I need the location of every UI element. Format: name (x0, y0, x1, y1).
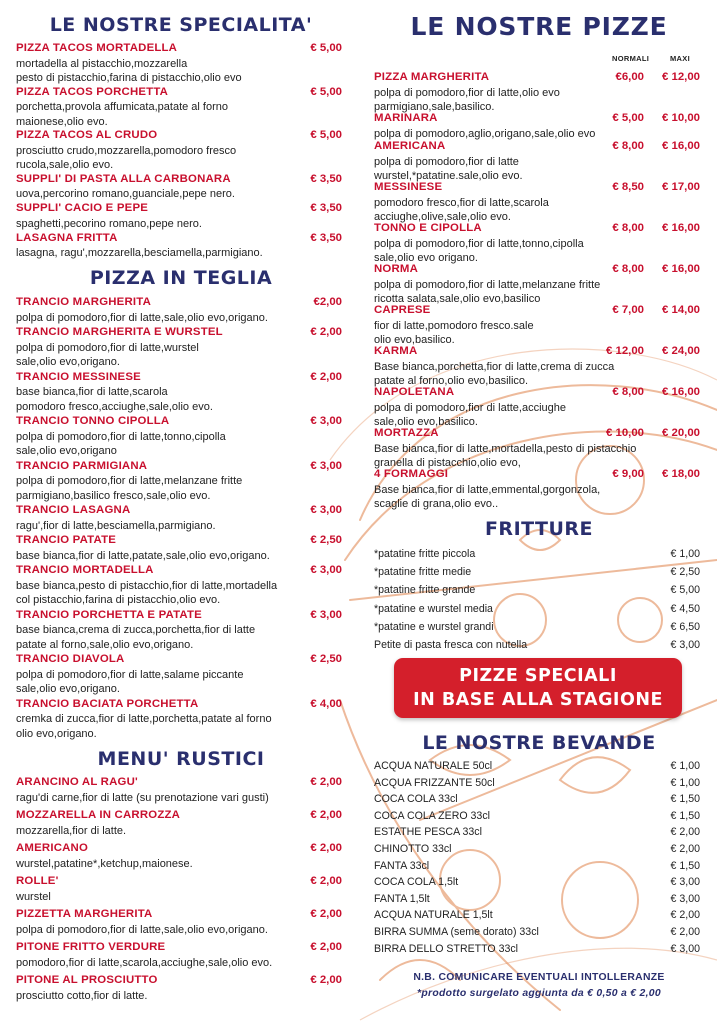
price-maxi: € 16,00 (661, 140, 700, 152)
list-row (374, 843, 704, 859)
item-name: TRANCIO MARGHERITA (16, 296, 152, 308)
item-description: base bianca,pesto di pistacchio,fior di latte,mortadella col pistacchio,farina di pistacchio,olio evo. (16, 579, 278, 607)
list-row (374, 584, 704, 600)
list-row (374, 860, 704, 876)
price-maxi: € 12,00 (661, 71, 700, 83)
item-description: lasagna, ragu',mozzarella,besciamella,parmigiano. (16, 247, 263, 259)
item-price: € 3,00 (310, 415, 342, 427)
price-maxi: € 16,00 (661, 222, 700, 234)
list-row (374, 777, 704, 793)
price-maxi: € 16,00 (661, 386, 700, 398)
item-name: TONNO E CIPOLLA (374, 222, 482, 234)
item-description: polpa di pomodoro,fior di latte,wurstel sale,olio evo,origano. (16, 341, 199, 369)
item-name: NORMA (374, 263, 419, 275)
row-price: € 2,00 (670, 826, 700, 839)
pizze-title: LE NOSTRE PIZZE (410, 12, 668, 41)
item-description: fior di latte,pomodoro fresco.sale olio evo,basilico. (374, 319, 534, 347)
price-maxi: € 24,00 (661, 345, 700, 357)
row-label: ACQUA FRIZZANTE 50cl (374, 776, 495, 789)
row-price: € 1,00 (670, 760, 700, 772)
price-normali: € 10,00 (605, 427, 644, 439)
price-maxi: € 14,00 (661, 304, 700, 316)
row-label: *patatine e wurstel media (374, 602, 493, 615)
row-label: *patatine e wurstel grandi (374, 620, 494, 633)
list-row (374, 909, 704, 925)
list-row (374, 893, 704, 909)
item-name: TRANCIO MARGHERITA E WURSTEL (16, 326, 223, 338)
item-price: € 2,50 (310, 653, 342, 665)
row-price: € 1,00 (670, 776, 700, 789)
item-description: base bianca,crema di zucca,porchetta,fior di latte patate al forno,sale,olio evo,origano. (16, 624, 256, 651)
item-name: PIZZA MARGHERITA (374, 71, 490, 83)
row-price: € 1,50 (670, 809, 700, 822)
item-description: ragu'di carne,fior di latte (su prenotazione vari gusti) (16, 791, 269, 804)
item-price: € 2,00 (310, 370, 342, 383)
item-price: € 2,00 (310, 974, 342, 986)
item-description: prosciutto cotto,fior di latte. (16, 989, 148, 1002)
price-normali: € 5,00 (612, 112, 644, 124)
row-price: € 1,50 (670, 859, 700, 872)
teglia-title: PIZZA IN TEGLIA (89, 267, 273, 289)
item-description: polpa di pomodoro,fior di latte,melanzane fritte parmigiano,basilico fresco,sale,olio evo. (16, 475, 243, 502)
bevande-title: LE NOSTRE BEVANDE (422, 732, 656, 754)
item-name: TRANCIO BACIATA PORCHETTA (16, 697, 199, 710)
price-normali: € 8,00 (612, 140, 644, 152)
item-description: polpa di pomodoro,fior di latte wurstel,*patatine.sale,olio evo. (374, 155, 523, 183)
item-description: polpa di pomodoro,aglio,origano,sale,olio evo (374, 127, 596, 140)
item-description: wurstel (16, 890, 51, 903)
list-row (374, 826, 704, 842)
item-price: € 5,00 (310, 85, 342, 98)
item-name: KARMA (374, 345, 418, 357)
row-price: € 2,50 (670, 566, 700, 579)
price-normali: € 8,50 (612, 181, 644, 193)
frozen-note: *prodotto surgelato aggiunta da € 0,50 a € 2,00 (417, 988, 661, 999)
list-row (374, 926, 704, 942)
row-price: € 3,00 (670, 876, 700, 889)
fritture-title: FRITTURE (484, 518, 594, 540)
item-name: MARINARA (374, 112, 438, 124)
item-description: base bianca,fior di latte,scarola pomodoro fresco,acciughe,sale,olio evo. (16, 386, 213, 413)
item-description: polpa di pomodoro,fior di latte,melanzane fritte ricotta salata,sale,olio evo,basilico (374, 278, 601, 306)
row-price: € 5,00 (670, 584, 700, 597)
item-description: polpa di pomodoro,fior di latte,olio evo parmigiano,sale,basilico. (374, 86, 560, 114)
row-label: COCA COLA 33cl (374, 793, 458, 806)
item-description: polpa di pomodoro,fior di latte,acciughe sale,olio evo,basilico. (374, 401, 567, 429)
item-name: LASAGNA FRITTA (16, 231, 118, 244)
row-label: *patatine fritte piccola (374, 548, 476, 560)
row-label: BIRRA DELLO STRETTO 33cl (374, 942, 519, 955)
item-description: Base bianca,fior di latte,mortadella,pesto di pistacchio granella di pistacchio,olio evo, (374, 442, 637, 470)
price-normali: € 9,00 (612, 468, 644, 480)
item-description: pomodoro fresco,fior di latte,scarola acciughe,olive,sale,olio evo. (374, 196, 549, 224)
item-name: AMERICANA (374, 140, 446, 152)
price-maxi: € 16,00 (661, 263, 700, 275)
item-name: PIZZA TACOS PORCHETTA (16, 85, 169, 98)
item-price: € 3,50 (310, 172, 342, 185)
item-name: CAPRESE (374, 304, 431, 316)
price-normali: € 8,00 (612, 222, 644, 234)
item-price: € 3,00 (310, 459, 342, 472)
row-price: € 2,00 (670, 843, 700, 855)
seasonal-banner (394, 658, 682, 718)
normali-header: NORMALI (612, 54, 650, 63)
row-label: COCA COLA 1,5lt (374, 876, 459, 889)
item-price: € 3,00 (310, 608, 342, 621)
item-price: € 4,00 (310, 697, 342, 710)
item-price: € 2,00 (310, 326, 342, 338)
item-price: € 3,50 (310, 202, 342, 214)
item-description: polpa di pomodoro,fior di latte,tonno,cipolla sale,olio evo,origano (16, 430, 226, 458)
item-description: polpa di pomodoro,fior di latte,salame piccante sale,olio evo,origano. (16, 668, 244, 696)
row-price: € 3,00 (670, 942, 700, 955)
item-name: NAPOLETANA (374, 386, 455, 398)
item-name: PIZZETTA MARGHERITA (16, 908, 153, 920)
item-price: € 2,00 (310, 809, 342, 821)
item-description: Base bianca,porchetta,fior di latte,crema di zucca patate al forno,olio evo,basilico. (374, 360, 615, 388)
item-name: MOZZARELLA IN CARROZZA (16, 809, 181, 821)
item-name: PITONE AL PROSCIUTTO (16, 974, 158, 986)
item-price: € 3,00 (310, 504, 342, 516)
intolerance-note: N.B. COMUNICARE EVENTUALI INTOLLERANZE (413, 972, 665, 983)
item-price: € 2,00 (310, 941, 342, 953)
item-name: TRANCIO PARMIGIANA (16, 459, 148, 472)
item-name: TRANCIO PORCHETTA E PATATE (16, 608, 202, 621)
item-description: uova,percorino romano,guanciale,pepe nero. (16, 188, 235, 200)
row-price: € 4,50 (670, 602, 700, 615)
item-price: € 2,50 (310, 534, 342, 546)
item-name: TRANCIO DIAVOLA (16, 653, 125, 665)
banner-line-1: PIZZE SPECIALI (459, 666, 617, 686)
list-row (374, 621, 704, 637)
item-price: € 2,00 (310, 908, 342, 920)
item-price: €2,00 (313, 296, 342, 308)
item-price: € 2,00 (310, 842, 342, 854)
item-name: SUPPLI' DI PASTA ALLA CARBONARA (16, 172, 231, 185)
row-label: FANTA 33cl (374, 859, 430, 872)
item-description: ragu',fior di latte,besciamella,parmigiano. (16, 519, 216, 532)
row-price: € 6,50 (670, 620, 700, 633)
price-maxi: € 20,00 (661, 427, 700, 439)
row-price: € 3,00 (670, 892, 700, 905)
list-row (374, 639, 704, 655)
price-maxi: € 18,00 (661, 468, 700, 480)
item-description: cremka di zucca,fior di latte,porchetta,patate al forno olio evo,origano. (16, 713, 272, 740)
row-label: FANTA 1,5lt (374, 892, 430, 905)
list-row (374, 566, 704, 582)
item-name: PIZZA TACOS AL CRUDO (16, 129, 158, 141)
price-normali: € 8,00 (612, 263, 644, 275)
item-price: € 2,00 (310, 875, 342, 887)
item-name: TRANCIO PATATE (16, 534, 117, 546)
item-name: PITONE FRITTO VERDURE (16, 941, 166, 953)
item-price: € 5,00 (310, 42, 342, 54)
item-name: AMERICANO (16, 842, 89, 854)
item-description: mortadella al pistacchio,mozzarella pesto di pistacchio,farina di pistacchio,olio evo (16, 57, 242, 85)
item-description: prosciutto crudo,mozzarella,pomodoro fresco rucola,sale,olio evo. (16, 144, 237, 172)
row-label: *patatine fritte grande (374, 584, 476, 597)
rustici-title: MENU' RUSTICI (97, 748, 265, 770)
price-normali: € 7,00 (612, 304, 644, 316)
item-description: mozzarella,fior di latte. (16, 824, 127, 837)
item-description: pomodoro,fior di latte,scarola,acciughe,sale,olio evo. (16, 956, 273, 969)
item-name: 4 FORMAGGI (374, 468, 449, 480)
price-normali: €6,00 (615, 71, 644, 83)
list-row (374, 793, 704, 809)
item-price: € 3,50 (310, 231, 342, 244)
row-price: € 2,00 (670, 909, 700, 922)
item-price: € 2,00 (310, 776, 342, 788)
item-description: base bianca,fior di latte,patate,sale,olio evo,origano. (16, 549, 270, 562)
item-name: TRANCIO MORTADELLA (16, 564, 154, 576)
item-price: € 3,00 (310, 564, 342, 576)
price-maxi: € 17,00 (661, 181, 700, 193)
row-label: ACQUA NATURALE 50cl (374, 760, 493, 772)
row-label: Petite di pasta fresca con nutella (374, 639, 528, 651)
item-description: Base bianca,fior di latte,emmental,gorgonzola, scaglie di grana,olio evo.. (374, 483, 601, 511)
row-label: COCA COLA ZERO 33cl (374, 809, 490, 822)
item-name: TRANCIO TONNO CIPOLLA (16, 415, 170, 427)
item-name: PIZZA TACOS MORTADELLA (16, 42, 178, 54)
specialita-title: LE NOSTRE SPECIALITA' (49, 14, 313, 36)
item-description: polpa di pomodoro,fior di latte,sale,olio evo,origano. (16, 311, 268, 324)
row-label: CHINOTTO 33cl (374, 843, 452, 855)
item-name: ROLLE' (16, 875, 59, 887)
item-description: porchetta,provola affumicata,patate al forno maionese,olio evo. (16, 101, 228, 128)
list-row (374, 603, 704, 619)
item-name: MORTAZZA (374, 427, 439, 439)
item-price: € 5,00 (310, 129, 342, 141)
list-row (374, 548, 704, 564)
maxi-header: MAXI (670, 54, 690, 63)
item-description: wurstel,patatine*,ketchup,maionese. (16, 857, 193, 870)
row-label: *patatine fritte medie (374, 566, 472, 579)
price-normali: € 8,00 (612, 386, 644, 398)
price-normali: € 12,00 (605, 345, 644, 357)
item-name: SUPPLI' CACIO E PEPE (16, 202, 149, 214)
item-description: polpa di pomodoro,fior di latte,sale,olio evo,origano. (16, 923, 268, 936)
banner-line-2: IN BASE ALLA STAGIONE (413, 690, 663, 710)
row-price: € 2,00 (670, 926, 700, 938)
row-label: ESTATHE PESCA 33cl (374, 826, 482, 839)
list-row (374, 876, 704, 892)
list-row (374, 760, 704, 776)
row-price: € 3,00 (670, 639, 700, 651)
list-row (374, 943, 704, 959)
item-name: TRANCIO LASAGNA (16, 504, 131, 516)
item-description: polpa di pomodoro,fior di latte,tonno,cipolla sale,olio evo origano. (374, 237, 584, 265)
item-name: TRANCIO MESSINESE (16, 370, 141, 383)
row-label: BIRRA SUMMA (seme dorato) 33cl (374, 926, 539, 938)
item-description: spaghetti,pecorino romano,pepe nero. (16, 217, 202, 230)
row-label: ACQUA NATURALE 1,5lt (374, 909, 493, 922)
row-price: € 1,50 (670, 793, 700, 806)
row-price: € 1,00 (670, 548, 700, 560)
price-maxi: € 10,00 (661, 112, 700, 124)
item-name: ARANCINO AL RAGU' (16, 776, 138, 788)
list-row (374, 810, 704, 826)
item-name: MESSINESE (374, 181, 443, 193)
